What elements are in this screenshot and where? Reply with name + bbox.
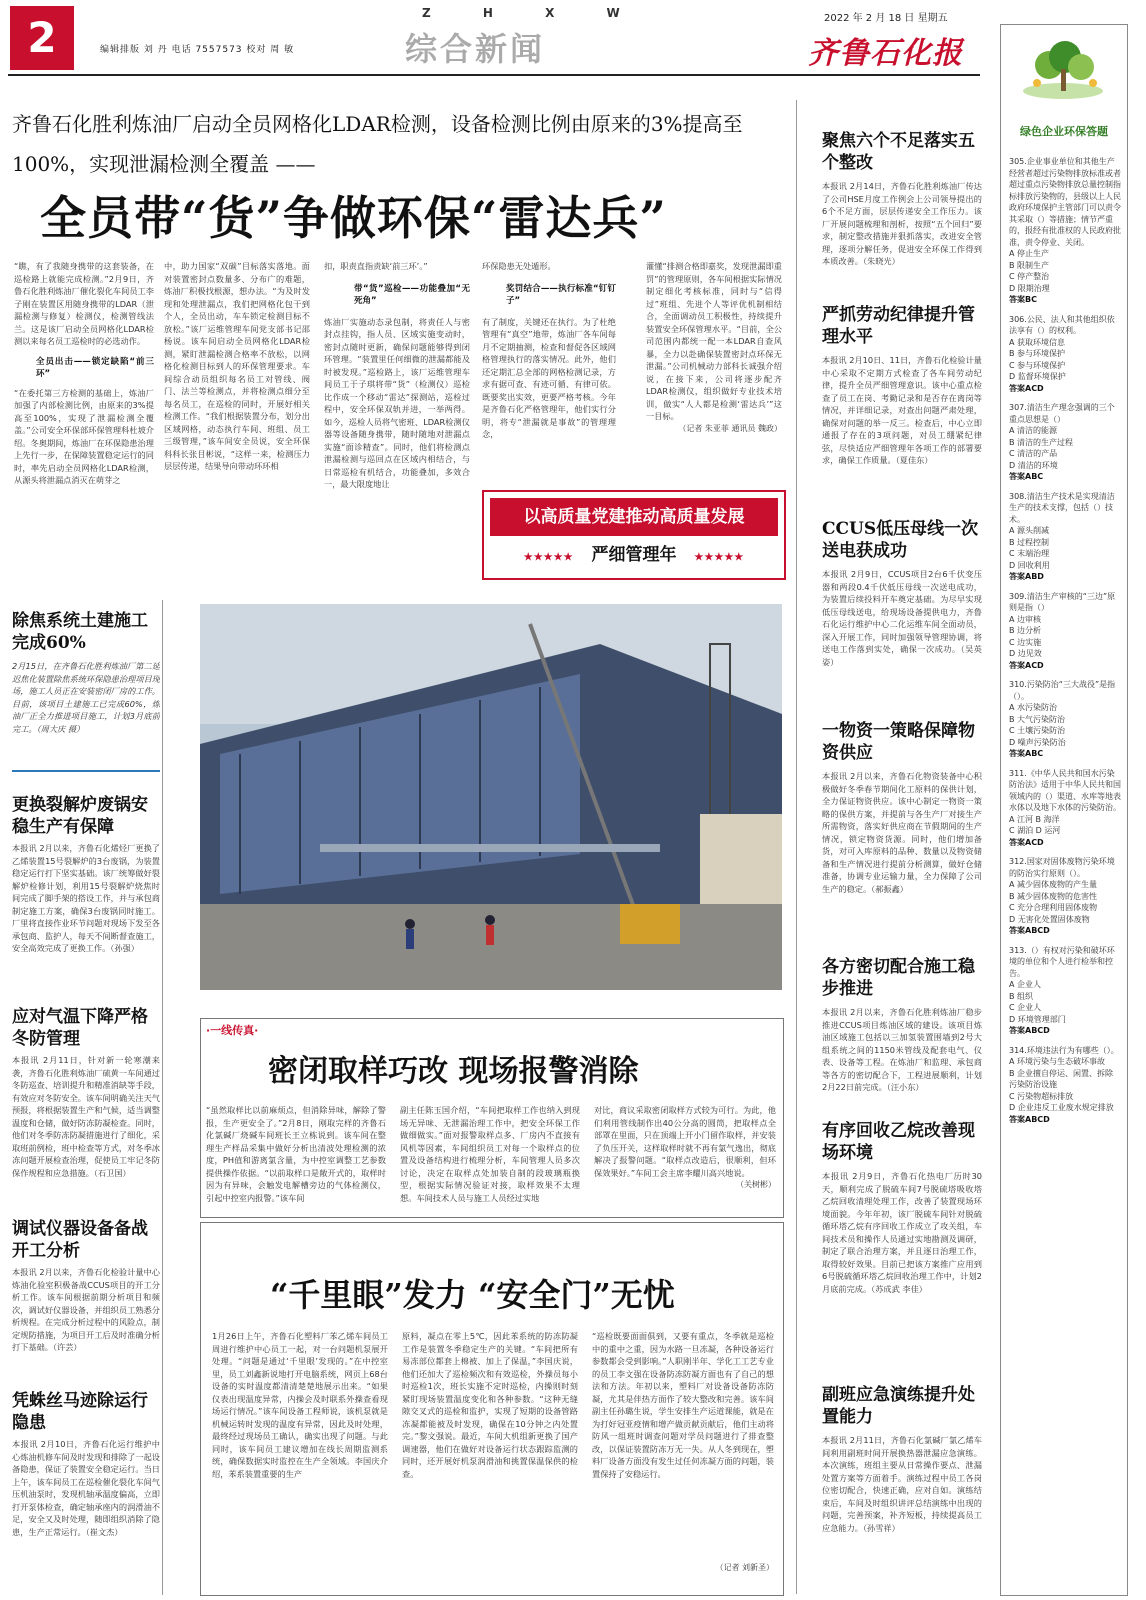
left-story-2: 更换裂解炉废锅安稳生产有保障 本报讯 2月以来，齐鲁石化烯烃厂更换了乙烯装置15号裂解炉的3台废锅，为装置稳定运行打下坚实基础。该厂统筹做好裂解炉检修计划，利用15号裂解炉烧焦时间完成了脚手架的搭设工作，并与承包商制定施工方案，确保3台废锅同时施工。厂里将直接作业环节问题对现场下发至各承包商、监护人，每天不间断督查施工，安全高效完成了更换工作。（孙强） bbox=[12, 795, 160, 953]
quiz-answer: 答案ABC bbox=[1009, 749, 1044, 758]
masthead-rule bbox=[8, 74, 980, 76]
quiz-option: C 土壤污染防治 bbox=[1009, 726, 1066, 735]
quiz-question: 306.公民、法人和其他组织依法享有（）的权利。 bbox=[1009, 314, 1115, 335]
right-story-1-title: 聚焦六个不足落实五个整改 bbox=[822, 131, 975, 173]
quiz-option: A 获取环境信息 bbox=[1009, 337, 1066, 347]
quiz-box bbox=[1000, 24, 1128, 1596]
quiz-title: 绿色企业环保答题 bbox=[1020, 125, 1108, 138]
left-story-3: 应对气温下降严格冬防管理 本报讯 2月11日，针对新一轮寒潮来袭，齐鲁石化胜利炼油厂硫黄一车间通过冬防巡查、培训提升和精准消缺等手段，有效应对冬防安全。该车间明确关注天气预报，将根据装置生产和气候，适当调整温度和仓储，做好防冻防凝检查。同时，他们对冬季防冻防凝措施进行了细化，采取班前例检，班中检查等方式，对冬季冰冻问题开展检查治理，促使员工牢记冬防保作规程和应急措施。（石卫国） bbox=[12, 1007, 160, 1178]
right-story-3-title: CCUS低压母线一次送电获成功 bbox=[822, 519, 979, 561]
quiz-item bbox=[1009, 679, 1121, 760]
quiz-option: D 监督环境保护 bbox=[1009, 372, 1066, 381]
quiz-option: C 清洁的产品 bbox=[1009, 449, 1058, 458]
quiz-option: C 参与环境保护 bbox=[1009, 360, 1066, 370]
left-story-1-title: 除焦系统土建施工完成60% bbox=[12, 611, 148, 653]
quiz-option: B 清洁的生产过程 bbox=[1009, 437, 1074, 447]
left-story-5-title: 凭蛛丝马迹除运行隐患 bbox=[12, 1391, 148, 1433]
quiz-option: C 污染物超标排放 bbox=[1009, 1091, 1074, 1101]
quiz-option: C 末端治理 bbox=[1009, 549, 1050, 558]
feature-1-col-2: 副主任陈玉国介绍，“车间把取样工作也纳入到现场无异味、无泄漏治理工作中，把安全环保工作做细做实。”面对报警取样点多、厂房内不直接有风机等因素，车间组织员工对每一个取样点的位置及设备结构进行梳理分析，车间管理人员多次讨论，决定在取样点处加装自制的段玻璃瓶换型，根据实际情况验证对接，取样效果不太理想。车间技术人员与施工人员经过实地 bbox=[400, 1105, 580, 1203]
quiz-answer: 答案ACD bbox=[1009, 837, 1044, 847]
quiz-question: 307.清洁生产理念强调的三个重点思想是（） bbox=[1009, 403, 1115, 424]
quiz-option: A 江河 B 海洋 bbox=[1009, 814, 1060, 824]
quiz-option: A 源头削减 bbox=[1009, 526, 1050, 535]
section-title: 综合新闻 bbox=[405, 30, 546, 68]
quiz-answer: 答案ABCD bbox=[1009, 926, 1050, 935]
quiz-item bbox=[1009, 491, 1121, 583]
banner-stars-left: ★★★★★ bbox=[523, 552, 574, 563]
quiz-option: C 边实施 bbox=[1009, 637, 1042, 647]
feature-1-byline: （关树彬） bbox=[736, 1180, 776, 1189]
paper-logo: 齐鲁石化报 bbox=[808, 36, 963, 71]
quiz-item bbox=[1009, 591, 1121, 672]
quiz-answer: 答案ACD bbox=[1009, 660, 1044, 670]
quiz-item bbox=[1009, 856, 1121, 937]
banner-top: 以高质量党建推动高质量发展 bbox=[490, 498, 778, 536]
lead-subhead-4: 奖罚结合——执行标准“钉钉子” bbox=[506, 283, 616, 306]
quiz-option: B 边分析 bbox=[1009, 626, 1042, 635]
quiz-option: A 停止生产 bbox=[1009, 249, 1050, 258]
lead-col-4: 环保隐患无处遁形。 奖罚结合——执行标准“钉钉子” 有了制度，关键还在执行。为了杜绝管理有“真空”地带，炼油厂各车间每月不定期抽测，检查和督促各区域网格管理执行的落实情况。此外，他们还定期汇总全部的网格检测记录，方求有据可查、有迹可循、有律可依。既要奖出实效，更要严格考核。今年是齐鲁石化严格管理年，他们实行分明，将专“泄漏就是事故”的管理理念， bbox=[482, 261, 616, 439]
right-story-2: 严抓劳动纪律提升管理水平 本报讯 2月10日、11日，齐鲁石化检验计量中心采取不定期方式检查了各车间劳动纪律，提升全员严细管理意识。该中心重点检查了员工在岗、考勤记录和是否存在离岗等情况，并详细记录，对查出问题严肃处理，确保对问题的举一反三。检查后，中心立即通报了存在的3项问题，对员工绷紧纪律弦，尽快适应严细管理年各项工作的部署要求，确保工作质量。（夏佳东） bbox=[822, 305, 982, 465]
banner-stars-right: ★★★★★ bbox=[694, 552, 745, 563]
quiz-answer: 答案ABCD bbox=[1009, 1026, 1050, 1035]
quiz-option: A 水污染防治 bbox=[1009, 703, 1058, 712]
lead-col-5: 灌懂“排测合格即嘉奖，发现泄漏即重罚”的管理原则，各车间根据实际情况制定细化考核标准，同时与“信得过”班组、先进个人等评优机制相结合，全面调动员工积极性，持续提升装置安全环保管理水平。“目前，全公司范围内都统一配一本LDAR自查风暴，全力以赴确保装置密封点环保无泄漏。”公司机械动力部科长诚强介绍说，在接下来，公司将逐步配齐LDAR检测仪，组织做好专业技术培训，做实“人人都是检测‘雷达兵’”这一目标。 （记者 朱亚菲 通讯员 魏政） bbox=[646, 260, 782, 482]
right-story-1: 聚焦六个不足落实五个整改 本报讯 2月14日，齐鲁石化胜利炼油厂传达了公司HSE月度工作例会上公司领导提出的6个不足方面，层层传递安全工作压力。该厂开展问题梳理和剖析，按照“五个回归”要求，制定整改措施并狠抓落实，改进安全管理，逐项分解任务，促进安全环保工作得到本质改善。（朱晓光） bbox=[822, 131, 982, 266]
quiz-item bbox=[1009, 156, 1121, 306]
right-story-4: 一物资一策略保障物资供应 本报讯 2月以来，齐鲁石化物资装备中心积极做好冬季春节期间化工原料的保供计划，全力保证物资供应。该中心制定一物资一策略的保供方案，并提前与各生产厂对接生产所需物资，落实好供应商在节假期间的生产情况，锁定物资货源。同时，他们增加备货，对可入库原料的品种、数量以及物资储备和生产情况进行提前分析测算，做好仓储准备，协调专业运输力量，全力保障了公司生产的稳定。（郝振鑫） bbox=[822, 721, 982, 894]
right-story-4-title: 一物资一策略保障物资供应 bbox=[822, 721, 975, 763]
construction-photo bbox=[200, 604, 782, 990]
right-story-5-title: 各方密切配合施工稳步推进 bbox=[822, 957, 975, 999]
lead-col-2: 中，助力国家“双碳”目标落实落地。面对装置密封点数量多、分布广的难题，炼油厂积极找根源，想办法。“为及时发现和处理泄漏点，我们把网格化包干到个人，全员出动，车车锁定检测目标不放松。”该厂运维管理车间党支部书记邵杨说。该车间启动全员网格化LDAR检测，紧盯泄漏检测合格率不放松，以网格化检测目标到人的环保管理要求。车间综合动员组织每名员工对管线、阀门、法兰等检测点，并将检测点细分至每名员工，在巡检的同时，开展好相关检测工作。“我们根据装置分布，划分出区域网格，动态执行车间、班组、员工三级管理，”该车间安全员说，安全环保科科长张目彬说，“这样一来，检测压力层层传递，结果导向带动环环相 bbox=[164, 261, 310, 471]
banner-bottom: ★★★★★ 严细管理年 ★★★★★ bbox=[523, 545, 745, 565]
quiz-option: D 环境管理部门 bbox=[1009, 1014, 1066, 1024]
quiz-question: 311.《中华人民共和国水污染防治法》适用于中华人民共和国领域内的（）渠道、水库等地表水体以及地下水体的污染防治。 bbox=[1009, 768, 1121, 812]
quiz-answer: 答案ABC bbox=[1009, 472, 1044, 481]
quiz-question: 305.企业事业单位和其他生产经营者超过污染物排放标准或者超过重点污染物排放总量控制指标排放污染物的，县级以上人民政府环境保护主管部门可以责令其采取（）等措施；情节严重的，报经有批准权的人民政府批准，责令停业、关闭。 bbox=[1009, 157, 1121, 247]
photo-illustration bbox=[200, 604, 782, 990]
right-story-5: 各方密切配合施工稳步推进 本报讯 2月以来，齐鲁石化胜利炼油厂稳步推进CCUS项目炼油区域的建设。该项目炼油区域施工包括以三加氢装置围墙到2号大组系统之间的1150米管线及配套电气、仪表、设备等工程。在炼油厂和监理、承包商等各方的密切配合下，工程进展顺利，计划2月22日前完成。（汪小东） bbox=[822, 957, 982, 1092]
quiz-option: C 停产整治 bbox=[1009, 272, 1050, 281]
editor-line: 编辑排版 刘 丹 电话 7557573 校对 周 敏 bbox=[100, 45, 295, 55]
lead-subhead-3: 带“货”巡检——功能叠加“无死角” bbox=[354, 283, 470, 306]
quiz-item bbox=[1009, 402, 1121, 483]
quiz-option: D 企业违反工业废水规定排放 bbox=[1009, 1103, 1114, 1112]
quiz-option: A 减少固体废物的产生量 bbox=[1009, 880, 1098, 889]
blue-divider bbox=[12, 770, 160, 772]
quiz-answer: 答案ACD bbox=[1009, 383, 1044, 393]
quiz-option: A 企业人 bbox=[1009, 980, 1042, 989]
page-number: 2 bbox=[10, 6, 74, 70]
feature-2-title: “千里眼”发力 “安全门”无忧 bbox=[270, 1276, 675, 1314]
quiz-option: C 企业人 bbox=[1009, 1003, 1042, 1012]
quiz-item bbox=[1009, 945, 1121, 1037]
quiz-answer: 答案ABCD bbox=[1009, 1114, 1050, 1124]
quiz-option: A 环境污染与生态破坏事故 bbox=[1009, 1057, 1106, 1066]
feature-1-col-1: “虽然取样比以前麻烦点，但消除异味，解除了警报，生产更安全了。”2月8日，刚取完样的齐鲁石化氯碱厂烧碱车间班长王立栋说到。该车间在整理生产样品采集中做好分析出清波处理检测的浓度，PH值和游离氯含量，为中控室调整工艺参数提供操作依据。“以前取样口是敞开式的，取样时因为有异味，会触发电解槽旁边的气体检测仪，引起中控室内报警。”该车间 bbox=[206, 1105, 386, 1203]
quiz-item bbox=[1009, 1045, 1121, 1126]
section-pinyin: Z H X W bbox=[422, 6, 644, 20]
feature-2-col-3: “巡检既要面面俱到，又要有重点，冬季就是巡检中的重中之重，因为水路一旦冻凝，各种设备运行参数都会受到影响。”人职刚半年、学化工工艺专业的员工李文强在设备防冻防凝方面也有了自己的想法和方法。年初以来，塑料厂对设备设备防冻防凝，尤其是伴热方面作了较大整改和完善。该车间副主任孙璐生说，学生安排生产运道课能，就是在为打好冠亚疫情和增产做贡献贡献后，他们主动将防风一组班时调查问题对学员问题进行了排查整改，以保证装置防冻万无一失。从人冬到现在，塑料厂设备方面没有发生过任何冻凝方面的问题，装置保持了安稳运行。 （记者 刘新圣） bbox=[592, 1330, 774, 1586]
left-story-3-title: 应对气温下降严格冬防管理 bbox=[12, 1007, 148, 1049]
lead-col-3: 扣，职责直指责缺‘前三环’。” 带“货”巡检——功能叠加“无死角” 炼油厂实施动态录包制，将责任人与密封点挂钩，指人员、区域实施变动时，密封点随时更新，确保问题能够得到闭环管理。“装置里任何细微的泄漏都能及时被发现。”巡检路上，该厂运维管理车间员工于子琪将带“货”（检测仪）巡检比作成一个移动“雷达”探测站，巡检过程中，安全环保双轨并进，一举两得。如今，巡检人员将气密班、LDAR检测仪器等设备随身携带，随时随地对泄漏点实施“面诊精查”。同时，他们将检测点泄漏检测与巡回点在区域内相结合，与日常巡检有机结合，功能叠加，多效合一，最大限度地让 bbox=[324, 261, 470, 489]
feature-1-tag: ·一线传真· bbox=[206, 1024, 259, 1037]
right-story-6-title: 有序回收乙烷改善现场环境 bbox=[822, 1121, 975, 1163]
quiz-option: B 参与环境保护 bbox=[1009, 349, 1066, 358]
left-story-4-title: 调试仪器设备备战开工分析 bbox=[12, 1219, 148, 1261]
lead-title: 全员带“货”争做环保“雷达兵” bbox=[40, 191, 667, 245]
quiz-option: B 过程控制 bbox=[1009, 537, 1050, 547]
quiz-question: 309.清洁生产审核的“三边”原则是指（） bbox=[1009, 591, 1116, 612]
quiz-option: B 企业擅自停运、闲置、拆除污染防治设施 bbox=[1009, 1068, 1114, 1089]
right-col-rule bbox=[796, 100, 797, 1594]
lead-byline: （记者 朱亚菲 通讯员 魏政） bbox=[678, 423, 782, 433]
feature-1-title: 密闭取样巧改 现场报警消除 bbox=[268, 1054, 639, 1089]
quiz-option: C 充分合理利用固体废物 bbox=[1009, 903, 1098, 912]
feature-2-col-2: 原料，凝点在零上5℃，因此苯系统的防冻防凝工作是装置冬季稳定生产的关键。“车间把所有易冻部位都套上棉被、加上了保温，”李国庆说，他们还加大了巡检频次和有效巡检，外操员每小时巡检1次，班长实施不定时巡检，内操则时刻紧盯现场装置温度变化和各种参数。“这种无缝隙交叉式的巡检和监护，实现了短期的设备管路冻凝都能被及时发现，确保在10分钟之内处置完。”黎文强说。最近，车间大机组新更换了国产调速器，他们在做好对设备运行状态跟踪监测的同时，还开展好机泵润滑油和挑置保温保供的检查。 bbox=[402, 1331, 578, 1479]
quiz-option: D 回收利用 bbox=[1009, 560, 1050, 570]
feature-2-byline: （记者 刘新圣） bbox=[715, 1563, 774, 1572]
quiz-option: D 边见效 bbox=[1009, 649, 1042, 658]
feature-2-col-1: 1月26日上午，齐鲁石化塑料厂苯乙烯车间员工周进行维护中心员工一起，对一台问题机泵展开处理。“问题是通过‘千里眼’发现的。”在中控室里，员工刘鑫新说地打开电脑系统，网页上68台设备的实时温度都清清楚楚地展示出来。“如果仪表出现温度异常，内操会及时联系外操查看现场运行情况。”该车间设备工程师说，该机泵就是机械运转时发现的温度有异常，因此及时处理，最终经过现场员工确认，确实出现了问题。与此同时，该车间员工建议增加在线长周期监测系统，确保数据实时监控在生产全领域。李国庆介绍，苯系装置重要的生产 bbox=[212, 1331, 388, 1479]
party-banner bbox=[482, 490, 786, 580]
right-story-2-title: 严抓劳动纪律提升管理水平 bbox=[822, 305, 975, 347]
quiz-question: 308.清洁生产技术是实现清洁生产的技术支撑，包括（）技术。 bbox=[1009, 491, 1115, 524]
quiz-option: D 清洁的环境 bbox=[1009, 460, 1058, 470]
lead-col-1: “瞧，有了我随身携带的这套装备，在巡检路上就能完成检测。”2月9日，齐鲁石化胜利炼油厂催化裂化车间员工李子刚在装置区用随身携带的LDAR（泄漏检测与修复）检测仪，检测管线法兰。这是该厂启动全员网格化LDAR检测以来每名员工巡检时的必选动作。 全员出击——锁定缺陷“前三环” “在委托第三方检测的基础上，炼油厂加强了内部检测比例，由原来的3%提高至100%，实现了泄漏检测全覆盖。”公司安全环保部环保管理科杜坡介绍。冬奥期间，炼油厂在环保隐患治理上先行一步，在保障装置稳定运行的同时，率先启动全员网格化LDAR检测，从源头将泄漏点消灭在萌芽之 bbox=[14, 261, 154, 485]
quiz-option: B 组织 bbox=[1009, 991, 1034, 1001]
quiz-option: D 限期治理 bbox=[1009, 283, 1050, 293]
quiz-option: A 清洁的能源 bbox=[1009, 426, 1058, 435]
quiz-answer: 答案BC bbox=[1009, 295, 1037, 304]
quiz-option: D 无害化处置固体废物 bbox=[1009, 914, 1090, 924]
feature-1-col-3: 对比，商议采取密闭取样方式较为可行。为此，他们利用管线制作出40公分高的圆筒，把取样点全部罩在里面，只在顶端上开小门留作取样，并安装了负压开关，这样取样时就不再有氯气逸出，彻底解决了报警问题。“取样点改造后，很顺利，但环保效果好。”车间工会主席李耀川高兴地说。 （关树彬） bbox=[594, 1104, 776, 1212]
quiz-option: B 减少固体废物的危害性 bbox=[1009, 891, 1098, 901]
quiz-option: D 噪声污染防治 bbox=[1009, 737, 1066, 747]
quiz-question: 314.环境违法行为有哪些（）。 bbox=[1009, 1045, 1119, 1055]
tree-logo-icon bbox=[1001, 25, 1125, 115]
right-story-7: 副班应急演练提升处置能力 本报讯 2月11日，齐鲁石化氯碱厂氯乙烯车间利用副班时间开展换热器泄漏应急演练。本次演练，班组主要从日常操作要点、泄漏处置方案等方面着手。演练过程中员工各岗位密切配合，快速正确，应对自如。演练结束后，车间及时组织讲评总结演练中出现的问题，完善预案，补齐短板，持续提高员工应急能力。（孙雪祥） bbox=[822, 1385, 982, 1533]
right-story-3: CCUS低压母线一次送电获成功 本报讯 2月9日，CCUS项目2台6千伏变压器和两段0.4千伏低压母线一次送电成功，为装置后续投料开车奠定基础。为尽早实现低压母线送电，给现场设备提供电力，齐鲁石化运行维护中心二化运维车间全面动员，深入开展工作，同时加强领导管理协调，将送电工作落到实处，确保一次成功。（吴英姿） bbox=[822, 519, 982, 667]
quiz-answer: 答案ABD bbox=[1009, 572, 1044, 581]
left-story-2-title: 更换裂解炉废锅安稳生产有保障 bbox=[12, 795, 148, 837]
right-story-6: 有序回收乙烷改善现场环境 本报讯 2月9日，齐鲁石化热电厂历时30天，顺利完成了脱硫车间7号脱硫塔吸收塔乙烷回收清理处理工作，改善了装置现场环境面貌。今年年初，该厂脱硫车间针对脱硫循环塔乙烷有序回收工作成立了攻关组，车间技术员和操作人员通过实地勘测及调研，制定了联合治理方案，并且逐日治理工作，取得较好效果。目前已把该方案推广应用到6号脱硫循环塔乙烷回收治理工作中，计划2月底前完成。（苏成武 李佳） bbox=[822, 1121, 982, 1294]
lead-kicker: 齐鲁石化胜利炼油厂启动全员网格化LDAR检测，设备检测比例由原来的3%提高至100%，实现泄漏检测全覆盖 —— bbox=[12, 112, 743, 176]
quiz-option: C 湖泊 D 运河 bbox=[1009, 826, 1061, 835]
quiz-question: 310.污染防治“三大战役”是指（）。 bbox=[1009, 680, 1116, 701]
quiz-option: B 大气污染防治 bbox=[1009, 714, 1066, 724]
quiz-question: 313.（）有权对污染和破坏环境的单位和个人进行检举和控告。 bbox=[1009, 945, 1115, 978]
left-col-rule bbox=[162, 600, 163, 1595]
left-story-1: 除焦系统土建施工完成60% 2月15日，在齐鲁石化胜利炼油厂第二延迟焦化装置除焦系统环保隐患治理项目现场，施工人员正在安装密闭厂房的工作。目前，该项目土建施工已完成60%，炼油厂正全力推进项目施工，计划3月底前完工。（周大庆 摄） bbox=[12, 611, 160, 734]
quiz-item bbox=[1009, 768, 1121, 849]
right-story-7-title: 副班应急演练提升处置能力 bbox=[822, 1385, 975, 1427]
quiz-item bbox=[1009, 314, 1121, 395]
quiz-option: B 限制生产 bbox=[1009, 260, 1050, 270]
quiz-list bbox=[1009, 156, 1121, 1125]
quiz-question: 312.国家对固体废物污染环境的防治实行原则（）。 bbox=[1009, 857, 1115, 878]
left-story-5: 凭蛛丝马迹除运行隐患 本报讯 2月10日，齐鲁石化运行维护中心炼油机修车间及时发现和排除了一起设备隐患，保证了装置安全稳定运行。当日上午，该车间员工在巡检催化裂化车间气压机油泵时，发现机轴承温度偏高，立即打开泵体检查，确定轴承座内的润滑油不足，安全又及时处理，随即组织消除了隐患，生产正常运行。（崔文杰） bbox=[12, 1391, 160, 1537]
lead-subhead-1: 全员出击——锁定缺陷“前三环” bbox=[36, 356, 154, 379]
quiz-option: A 边审核 bbox=[1009, 614, 1042, 624]
issue-date: 2022 年 2 月 18 日 星期五 bbox=[824, 13, 948, 24]
left-story-4: 调试仪器设备备战开工分析 本报讯 2月以来，齐鲁石化检验计量中心炼油化验室积极备战CCUS项目的开工分析工作。该车间根据前期分析项目和频次，调试好仪器设备，并组织员工熟悉分析规程。在完成分析过程中的风险点，制定规防措施，为项目开工后及时准确分析打下基础。（许芸） bbox=[12, 1219, 160, 1352]
